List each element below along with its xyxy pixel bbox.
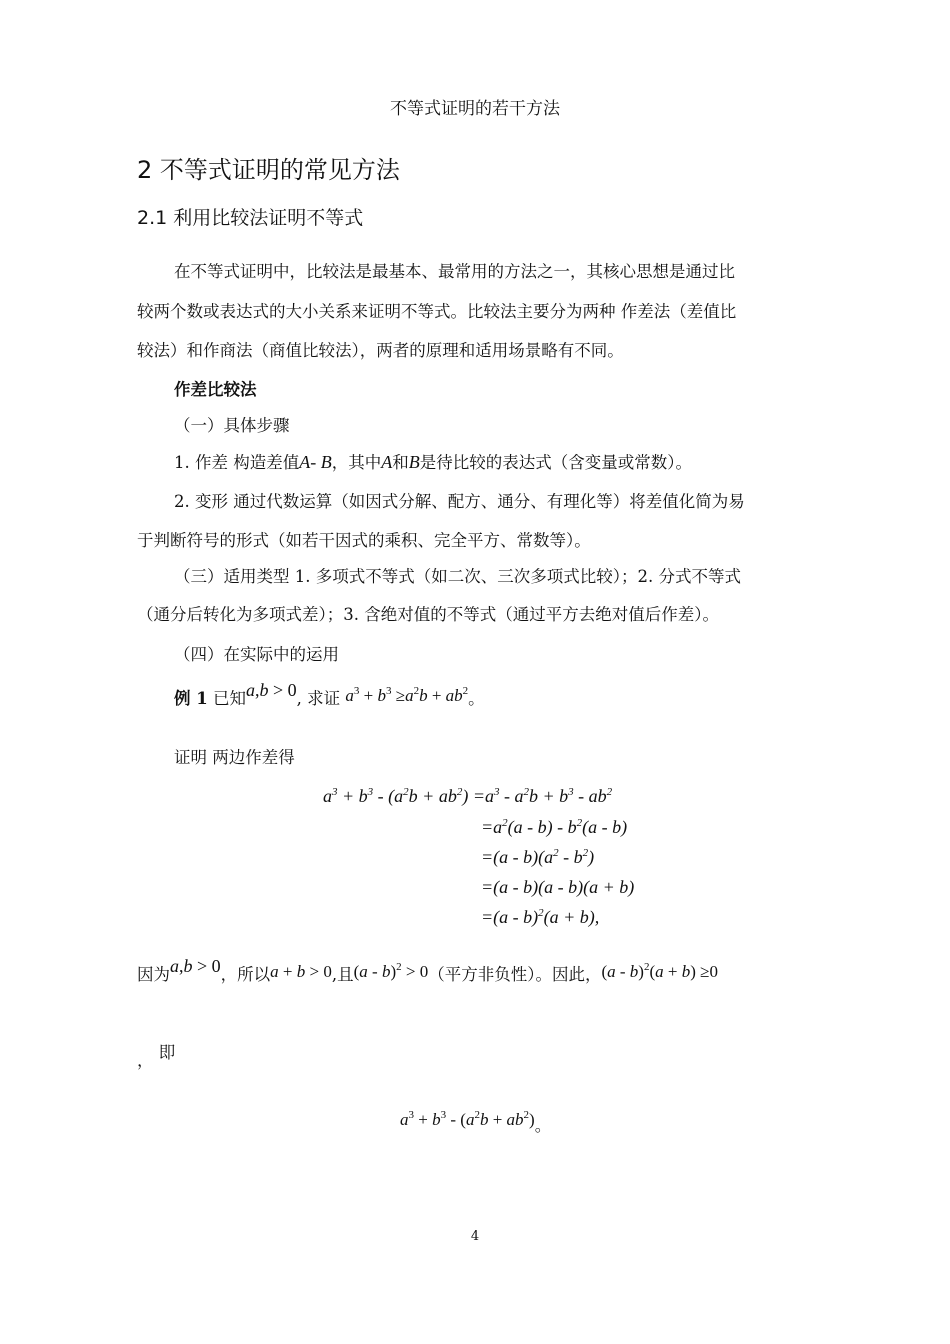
formula-a: A bbox=[381, 452, 393, 472]
example-1 bbox=[174, 680, 485, 709]
so-text: ，所以 bbox=[220, 965, 271, 984]
application-heading: （四）在实际中的运用 bbox=[174, 645, 339, 664]
method-heading: 作差比较法 bbox=[174, 380, 257, 399]
equation-line-5: =(a - b)$^2$(a + b), bbox=[481, 907, 600, 927]
intro-line-2: 较两个数或表达式的大小关系来证明不等式。比较法主要分为两种 作差法（差值比 bbox=[137, 302, 737, 321]
final-end: 。 bbox=[534, 1116, 552, 1135]
final-result bbox=[400, 1109, 552, 1135]
namely-comma: ， bbox=[137, 1051, 154, 1070]
formula-a-minus-b: A- B bbox=[299, 452, 332, 472]
proof-intro: 证明 两边作差得 bbox=[174, 748, 295, 767]
step-1-mid: ，其中 bbox=[331, 453, 382, 472]
nonneg-text: （平方非负性）。因此， bbox=[428, 965, 602, 984]
page-number: 4 bbox=[470, 1229, 480, 1244]
example-label: 例 1 bbox=[174, 689, 208, 708]
product-nonneg: (a - b)$^2$(a + b) ≥0 bbox=[601, 961, 718, 981]
square-nonneg: (a - b)$^2$ > 0 bbox=[353, 961, 429, 981]
steps-heading: （一）具体步骤 bbox=[174, 416, 290, 435]
section-title: 2 不等式证明的常见方法 bbox=[137, 156, 400, 184]
example-prove: 求证 bbox=[301, 689, 346, 708]
step-2-line-1: 2. 变形 通过代数运算（如因式分解、配方、通分、有理化等）将差值化简为易 bbox=[174, 492, 745, 511]
namely-text: 即 bbox=[153, 1043, 176, 1062]
step-1-and: 和 bbox=[392, 453, 409, 472]
final-expression: $a^3 + b^3 - (a^2b + ab^2)$ bbox=[400, 1109, 535, 1129]
subsection-title: 2.1 利用比较法证明不等式 bbox=[137, 207, 364, 229]
equation-line-2: $=a^2(a - b) - b^2(a - b)$ bbox=[481, 817, 628, 837]
equation-line-1: $a^3 + b^3 - (a^2b + ab^2) =a^3 - a^2b + b^3 - ab^2$ bbox=[323, 786, 613, 806]
and-also-text: ,且 bbox=[331, 965, 354, 984]
equation-line-4: =(a - b)(a - b)(a + b) bbox=[481, 877, 635, 897]
running-header: 不等式证明的若干方法 bbox=[390, 99, 560, 119]
condition-a-b-positive: a,b > 0 bbox=[245, 680, 297, 700]
conclusion-line bbox=[137, 956, 718, 985]
types-line-2: （通分后转化为多项式差）；3. 含绝对值的不等式（通过平方去绝对值后作差）。 bbox=[137, 605, 719, 624]
intro-line-1: 在不等式证明中，比较法是最基本、最常用的方法之一，其核心思想是通过比 bbox=[174, 262, 735, 281]
example-given: 已知 bbox=[207, 689, 246, 708]
step-1-prefix: 1. 作差 构造差值 bbox=[174, 453, 300, 472]
sum-positive: a + b > 0 bbox=[270, 962, 332, 981]
condition-a-b-positive-2: a,b > 0 bbox=[170, 956, 221, 976]
example-comma: , bbox=[296, 689, 302, 708]
because-text: 因为 bbox=[137, 965, 170, 984]
inequality-statement: $a^3 + b^3 \ge a^2b + ab^2$ bbox=[345, 685, 469, 705]
types-line-1: （三）适用类型 1. 多项式不等式（如二次、三次多项式比较）；2. 分式不等式 bbox=[174, 567, 741, 586]
formula-b: B bbox=[408, 452, 420, 472]
step-1 bbox=[174, 452, 692, 473]
intro-line-3: 较法）和作商法（商值比较法），两者的原理和适用场景略有不同。 bbox=[137, 341, 624, 360]
namely-line bbox=[137, 1043, 176, 1070]
step-1-suffix: 是待比较的表达式（含变量或常数）。 bbox=[419, 453, 692, 472]
example-end: 。 bbox=[468, 689, 485, 708]
step-2-line-2: 于判断符号的形式（如若干因式的乘积、完全平方、常数等）。 bbox=[137, 531, 591, 550]
equation-line-3: $=(a - b)(a^2 - b^2)$ bbox=[481, 847, 595, 867]
